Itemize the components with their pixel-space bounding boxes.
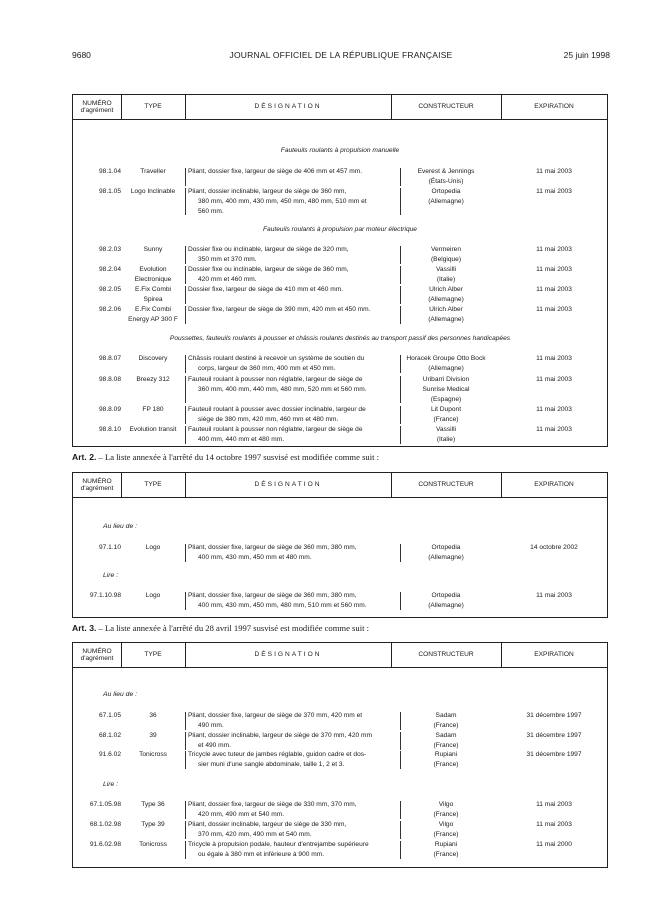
manufacturer-line: (Allemagne) xyxy=(428,601,464,609)
designation-text xyxy=(185,543,391,563)
col-numero-line2: d'agrément xyxy=(80,655,114,662)
designation-text xyxy=(185,800,391,820)
approval-number: 68.1.02.98 xyxy=(89,821,121,828)
manufacturer-line: (États-Unis) xyxy=(428,177,464,185)
section-title-push: Poussettes, fauteuils roulants à pousser et châssis roulants destinés au transport passif des personnes handicapées xyxy=(169,335,511,342)
model-type-line: Sunny xyxy=(143,246,163,253)
model-type-line: Traveller xyxy=(140,168,166,175)
col-designation: DÉSIGNATION xyxy=(254,651,322,659)
cell-divider xyxy=(185,286,186,304)
designation-text xyxy=(185,375,391,395)
manufacturer-line: (Belgique) xyxy=(430,255,462,263)
expiration-date: 14 octobre 2002 xyxy=(530,544,578,551)
col-expiration: EXPIRATION xyxy=(534,103,574,111)
col-numero-line1: NUMÉRO xyxy=(82,477,112,485)
manufacturer-line: (Allemagne) xyxy=(428,364,464,372)
approval-number: 98.8.09 xyxy=(99,406,121,413)
approval-number: 98.2.03 xyxy=(99,246,121,253)
manufacturer xyxy=(391,731,501,751)
cell-divider xyxy=(400,751,401,769)
designation-text-line: Pliant, dossier fixe, largeur de siège de 370 mm, 420 mm et xyxy=(188,712,363,719)
journal-title: JOURNAL OFFICIEL DE LA RÉPUBLIQUE FRANÇAISE xyxy=(229,50,453,60)
cell-divider xyxy=(185,168,186,186)
column-rule xyxy=(501,95,502,119)
model-type-line: E.Fix Combi xyxy=(135,306,171,313)
article-3-text: – La liste annexée à l'arrêté du 28 avril 1997 susvisé est modifiée comme suit : xyxy=(96,623,370,633)
manufacturer-line: (France) xyxy=(433,760,459,768)
designation-text-line: siège de 380 mm, 420 mm, 460 mm et 480 mm. xyxy=(198,415,339,423)
manufacturer xyxy=(391,543,501,563)
expiration-date: 11 mai 2003 xyxy=(536,168,572,175)
model-type xyxy=(121,750,185,760)
model-type-line: Evolution transit xyxy=(129,426,177,433)
cell-divider xyxy=(400,306,401,324)
column-rule xyxy=(391,473,392,497)
approval-number: 67.1.05.98 xyxy=(89,801,121,808)
manufacturer-line: (Allemagne) xyxy=(428,553,464,561)
designation-text xyxy=(185,731,391,751)
model-type xyxy=(121,711,185,721)
cell-divider xyxy=(400,376,401,403)
designation-text-line: Pliant, dossier fixe, largeur de siège de 360 mm, 380 mm, xyxy=(188,592,357,599)
approval-number: 98.2.06 xyxy=(99,306,121,313)
model-type-line: Logo xyxy=(145,544,161,551)
designation-text-line: ou égale à 380 mm et inférieure à 900 mm. xyxy=(198,850,325,858)
manufacturer xyxy=(391,405,501,425)
designation-text xyxy=(185,711,391,731)
cell-divider xyxy=(400,266,401,284)
manufacturer xyxy=(391,354,501,374)
designation-text-line: Dossier fixe, largeur de siège de 390 mm, 420 mm et 450 mm. xyxy=(188,306,371,313)
designation-text xyxy=(185,167,391,177)
model-type-line: Logo xyxy=(145,592,161,599)
model-type-line: Logo Inclinable xyxy=(130,188,176,195)
column-rule xyxy=(391,643,392,667)
model-type-line: Energy AP 300 F xyxy=(128,315,178,323)
designation-text xyxy=(185,750,391,770)
table-header xyxy=(73,643,607,668)
manufacturer-line: Vermeiren xyxy=(430,246,462,253)
cell-divider xyxy=(185,306,186,324)
designation-text-line: corps, largeur de 360 mm, 400 mm et 450 mm. xyxy=(198,364,336,372)
manufacturer-line: Uribarri Division xyxy=(422,376,470,383)
manufacturer-line: Lit Dupont xyxy=(430,406,462,413)
designation-text-line: 400 mm, 430 mm, 450 mm, 480 mm, 510 mm et 560 mm. xyxy=(198,601,367,609)
manufacturer-line: (Allemagne) xyxy=(428,315,464,323)
cell-divider xyxy=(400,188,401,215)
cell-divider xyxy=(185,801,186,819)
cell-divider xyxy=(400,732,401,750)
model-type xyxy=(121,425,185,435)
cell-divider xyxy=(400,246,401,264)
approval-number: 91.6.02.98 xyxy=(89,841,121,848)
model-type xyxy=(121,731,185,741)
designation-text xyxy=(185,187,391,216)
col-numero xyxy=(73,95,121,119)
page-header xyxy=(72,50,610,64)
model-type-line: E.Fix Combi xyxy=(135,286,171,293)
cell-divider xyxy=(185,188,186,215)
manufacturer xyxy=(391,305,501,325)
article-3-label: Art. 3. xyxy=(72,623,97,633)
approval-number: 98.8.10 xyxy=(99,426,121,433)
approval-number: 98.8.08 xyxy=(99,376,121,383)
designation-text-line: Pliant, dossier fixe, largeur de siège de 406 mm et 457 mm. xyxy=(188,168,363,175)
col-numero-line1: NUMÉRO xyxy=(82,99,112,107)
model-type-line: Electronique xyxy=(134,275,172,283)
designation-text xyxy=(185,591,391,611)
cell-divider xyxy=(185,841,186,859)
approval-number: 67.1.05 xyxy=(99,712,121,719)
designation-text-line: 350 mm et 370 mm. xyxy=(198,255,257,263)
manufacturer-line: (Allemagne) xyxy=(428,197,464,205)
cell-divider xyxy=(400,821,401,839)
col-constructeur: CONSTRUCTEUR xyxy=(418,481,474,489)
manufacturer-line: Ulrich Alber xyxy=(429,306,463,313)
cell-divider xyxy=(185,355,186,373)
cell-divider xyxy=(400,544,401,562)
model-type-line: FP 180 xyxy=(142,406,164,413)
cell-divider xyxy=(400,286,401,304)
manufacturer-line: (Espagne) xyxy=(430,395,462,403)
column-rule xyxy=(185,95,186,119)
cell-divider xyxy=(185,406,186,424)
approval-number: 97.1.10 xyxy=(99,544,121,551)
manufacturer-line: Ortopedia xyxy=(431,188,461,195)
model-type xyxy=(121,305,185,325)
col-type: TYPE xyxy=(144,481,162,489)
manufacturer-line: Ulrich Alber xyxy=(429,286,463,293)
col-type: TYPE xyxy=(144,103,162,111)
designation-text-line: 400 mm, 430 mm, 450 mm et 480 mm. xyxy=(198,553,312,561)
designation-text xyxy=(185,245,391,265)
approval-number: 68.1.02 xyxy=(99,732,121,739)
manufacturer xyxy=(391,375,501,404)
model-type-line: Evolution xyxy=(139,266,167,273)
manufacturer-line: Vassilli xyxy=(435,426,457,433)
column-rule xyxy=(501,473,502,497)
model-type-line: Tonicross xyxy=(139,751,167,758)
col-expiration: EXPIRATION xyxy=(534,481,574,489)
expiration-date: 11 mai 2003 xyxy=(536,801,572,808)
approval-table-3 xyxy=(72,642,608,868)
designation-text-line: Fauteuil roulant à pousser non réglable, largeur de siège de xyxy=(188,376,363,383)
article-3-heading xyxy=(72,623,369,633)
label-au-lieu-de: Au lieu de : xyxy=(103,691,138,698)
expiration-date: 11 mai 2003 xyxy=(536,188,572,195)
cell-divider xyxy=(185,732,186,750)
manufacturer-line: Rupiani xyxy=(434,841,458,848)
manufacturer-line: Horacek Groupe Otto Bock xyxy=(406,355,486,362)
expiration-date: 11 mai 2003 xyxy=(536,406,572,413)
designation-text-line: 420 mm et 460 mm. xyxy=(198,275,257,283)
column-rule xyxy=(121,643,122,667)
model-type-line: 36 xyxy=(149,712,157,719)
designation-text-line: Châssis roulant destiné à recevoir un système de soutien du xyxy=(188,355,365,362)
expiration-date: 11 mai 2003 xyxy=(536,286,572,293)
model-type xyxy=(121,187,185,197)
designation-text-line: Dossier fixe ou inclinable, largeur de siège de 320 mm, xyxy=(188,246,349,253)
cell-divider xyxy=(400,801,401,819)
approval-number: 98.2.04 xyxy=(99,266,121,273)
manufacturer-line: Vilgo xyxy=(438,801,454,808)
model-type xyxy=(121,800,185,810)
col-numero-line2: d'agrément xyxy=(80,107,114,114)
col-constructeur: CONSTRUCTEUR xyxy=(418,651,474,659)
label-au-lieu-de: Au lieu de : xyxy=(103,523,138,530)
column-rule xyxy=(121,95,122,119)
col-type: TYPE xyxy=(144,651,162,659)
expiration-date: 31 décembre 1997 xyxy=(526,751,582,758)
designation-text xyxy=(185,840,391,860)
designation-text-line: 380 mm, 400 mm, 430 mm, 450 mm, 480 mm, 510 mm et xyxy=(198,197,367,205)
manufacturer xyxy=(391,285,501,305)
designation-text-line: Pliant, dossier inclinable, largeur de siège de 330 mm, xyxy=(188,821,347,828)
expiration-date: 31 décembre 1997 xyxy=(526,712,582,719)
designation-text-line: Pliant, dossier fixe, largeur de siège de 330 mm, 370 mm, xyxy=(188,801,357,808)
designation-text-line: Dossier fixe ou inclinable, largeur de siège de 360 mm, xyxy=(188,266,349,273)
cell-divider xyxy=(185,376,186,403)
manufacturer-line: (Italie) xyxy=(436,275,456,283)
designation-text-line: Dossier fixe, largeur de siège de 410 mm et 460 mm. xyxy=(188,286,344,293)
col-numero xyxy=(73,643,121,667)
manufacturer-line: Vilgo xyxy=(438,821,454,828)
cell-divider xyxy=(400,841,401,859)
manufacturer-line: (France) xyxy=(433,741,459,749)
designation-text xyxy=(185,305,391,315)
manufacturer-line: Ortopedia xyxy=(431,592,461,599)
article-2-label: Art. 2. xyxy=(72,452,97,462)
column-rule xyxy=(501,643,502,667)
designation-text-line: 370 mm, 420 mm, 490 mm et 540 mm. xyxy=(198,830,312,838)
designation-text-line: 400 mm, 440 mm et 480 mm. xyxy=(198,435,285,443)
designation-text-line: Fauteuil roulant à pousser non réglable, largeur de siège de xyxy=(188,426,363,433)
cell-divider xyxy=(185,592,186,610)
approval-number: 98.2.05 xyxy=(99,286,121,293)
model-type-line: Breezy 312 xyxy=(136,376,170,383)
expiration-date: 11 mai 2003 xyxy=(536,355,572,362)
table-header xyxy=(73,95,607,120)
designation-text-line: 420 mm, 490 mm et 540 mm. xyxy=(198,810,285,818)
col-designation: DÉSIGNATION xyxy=(254,481,322,489)
designation-text xyxy=(185,265,391,285)
expiration-date: 31 décembre 1997 xyxy=(526,732,582,739)
approval-number: 98.1.04 xyxy=(99,168,121,175)
manufacturer-line: Vassilli xyxy=(435,266,457,273)
manufacturer xyxy=(391,750,501,770)
cell-divider xyxy=(185,246,186,264)
model-type-line: Type 39 xyxy=(141,821,165,828)
col-constructeur: CONSTRUCTEUR xyxy=(418,103,474,111)
model-type-line: 39 xyxy=(149,732,157,739)
cell-divider xyxy=(400,406,401,424)
expiration-date: 11 mai 2003 xyxy=(536,246,572,253)
approval-number: 98.1.05 xyxy=(99,188,121,195)
cell-divider xyxy=(185,751,186,769)
col-numero xyxy=(73,473,121,497)
manufacturer-line: Ortopedia xyxy=(431,544,461,551)
manufacturer xyxy=(391,187,501,207)
designation-text-line: 560 mm. xyxy=(198,207,224,215)
publication-date: 25 juin 1998 xyxy=(563,50,610,60)
cell-divider xyxy=(185,426,186,444)
cell-divider xyxy=(400,168,401,186)
manufacturer xyxy=(391,245,501,265)
model-type xyxy=(121,354,185,364)
page-number: 9680 xyxy=(72,50,91,60)
cell-divider xyxy=(185,712,186,730)
designation-text-line: Pliant, dossier fixe, largeur de siège de 360 mm, 380 mm, xyxy=(188,544,357,551)
column-rule xyxy=(185,473,186,497)
manufacturer xyxy=(391,591,501,611)
expiration-date: 11 mai 2003 xyxy=(536,376,572,383)
manufacturer-line: (Italie) xyxy=(436,435,456,443)
expiration-date: 11 mai 2000 xyxy=(536,841,572,848)
manufacturer xyxy=(391,840,501,860)
designation-text-line: et 490 mm. xyxy=(198,741,231,749)
section-title-electric: Fauteuils roulants à propulsion par moteur électrique xyxy=(263,226,417,233)
model-type xyxy=(121,375,185,385)
model-type xyxy=(121,167,185,177)
cell-divider xyxy=(185,821,186,839)
designation-text xyxy=(185,405,391,425)
designation-text-line: Pliant, dossier inclinable, largeur de siège de 370 mm, 420 mm xyxy=(188,732,372,739)
col-numero-line1: NUMÉRO xyxy=(82,647,112,655)
approval-table-1 xyxy=(72,94,608,447)
column-rule xyxy=(121,473,122,497)
manufacturer-line: Rupiani xyxy=(434,751,458,758)
expiration-date: 11 mai 2003 xyxy=(536,821,572,828)
model-type xyxy=(121,820,185,830)
column-rule xyxy=(185,643,186,667)
manufacturer-line: (France) xyxy=(433,810,459,818)
article-2-text: – La liste annexée à l'arrêté du 14 octobre 1997 susvisé est modifiée comme suit : xyxy=(96,452,380,462)
manufacturer-line: Sadam xyxy=(435,732,457,739)
approval-number: 91.6.02 xyxy=(99,751,121,758)
designation-text xyxy=(185,354,391,374)
expiration-date: 11 mai 2003 xyxy=(536,266,572,273)
designation-text-line: 490 mm. xyxy=(198,721,224,729)
cell-divider xyxy=(400,592,401,610)
manufacturer xyxy=(391,167,501,187)
expiration-date: 11 mai 2003 xyxy=(536,592,572,599)
col-designation: DÉSIGNATION xyxy=(254,103,322,111)
designation-text-line: sier muni d'une sangle abdominale, taille 1, 2 et 3. xyxy=(198,760,345,768)
manufacturer-line: Everest & Jennings xyxy=(417,168,475,175)
manufacturer-line: (France) xyxy=(433,415,459,423)
model-type xyxy=(121,265,185,285)
model-type xyxy=(121,591,185,601)
designation-text xyxy=(185,425,391,445)
designation-text-line: Pliant, dossier inclinable, largeur de siège de 360 mm, xyxy=(188,188,347,195)
article-2-heading xyxy=(72,452,379,462)
designation-text-line: Tricycle à propulsion podale, hauteur d'entrejambe supérieure xyxy=(188,841,369,848)
column-rule xyxy=(391,95,392,119)
expiration-date: 11 mai 2003 xyxy=(536,426,572,433)
expiration-date: 11 mai 2003 xyxy=(536,306,572,313)
model-type-line: Type 36 xyxy=(141,801,165,808)
label-lire: Lire : xyxy=(103,781,119,788)
model-type xyxy=(121,840,185,850)
table-header xyxy=(73,473,607,498)
model-type-line: Discovery xyxy=(138,355,168,362)
manufacturer-line: (France) xyxy=(433,721,459,729)
designation-text-line: Fauteuil roulant à pousser avec dossier inclinable, largeur de xyxy=(188,406,366,413)
cell-divider xyxy=(400,355,401,373)
designation-text xyxy=(185,820,391,840)
approval-number: 97.1.10.98 xyxy=(89,592,121,599)
designation-text xyxy=(185,285,391,295)
label-lire: Lire : xyxy=(103,572,119,579)
manufacturer-line: (Allemagne) xyxy=(428,295,464,303)
col-expiration: EXPIRATION xyxy=(534,651,574,659)
manufacturer xyxy=(391,820,501,840)
model-type xyxy=(121,543,185,553)
manufacturer xyxy=(391,800,501,820)
col-numero-line2: d'agrément xyxy=(80,485,114,492)
approval-table-2 xyxy=(72,472,608,618)
manufacturer-line: Sunrise Medical xyxy=(422,385,470,393)
model-type xyxy=(121,285,185,305)
manufacturer-line: Sadam xyxy=(435,712,457,719)
model-type xyxy=(121,245,185,255)
designation-text-line: Tricycle avec tuteur de jambes réglable, guidon cadre et dos- xyxy=(188,751,367,758)
approval-number: 98.8.07 xyxy=(99,355,121,362)
manufacturer-line: (France) xyxy=(433,850,459,858)
manufacturer xyxy=(391,265,501,285)
model-type xyxy=(121,405,185,415)
manufacturer xyxy=(391,425,501,445)
model-type-line: Tonicross xyxy=(139,841,167,848)
cell-divider xyxy=(185,544,186,562)
designation-text-line: 360 mm, 400 mm, 440 mm, 480 mm, 520 mm et 560 mm. xyxy=(198,385,367,393)
cell-divider xyxy=(400,426,401,444)
section-title-manual: Fauteuils roulants à propulsion manuelle xyxy=(280,147,400,154)
cell-divider xyxy=(185,266,186,284)
cell-divider xyxy=(400,712,401,730)
model-type-line: Spirea xyxy=(143,295,163,303)
manufacturer-line: (France) xyxy=(433,830,459,838)
manufacturer xyxy=(391,711,501,731)
